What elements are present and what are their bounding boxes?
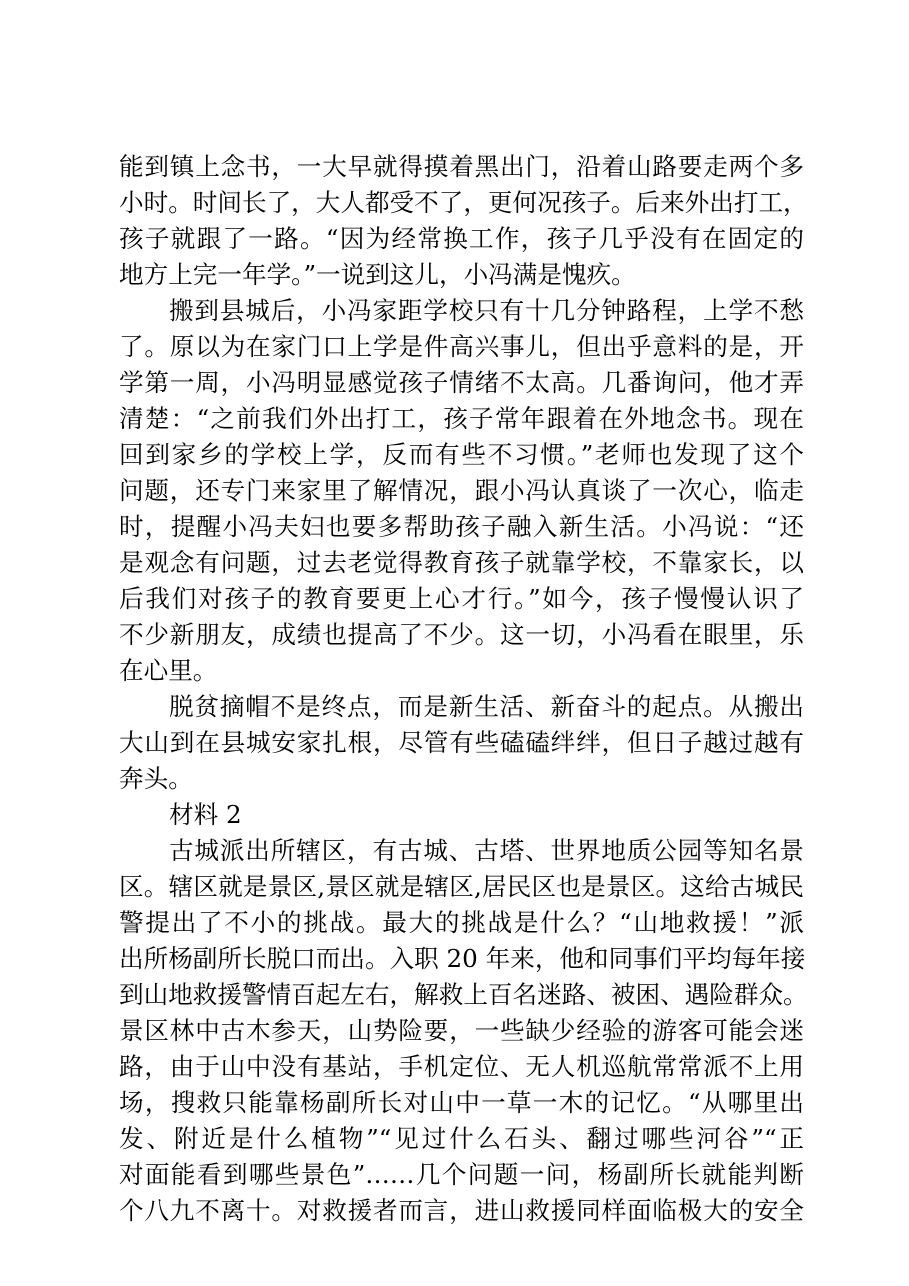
text-line: 回到家乡的学校上学，反而有些不习惯。”老师也发现了这个 <box>119 440 804 469</box>
text-line: 警提出了不小的挑战。最大的挑战是什么？“山地救援！”派 <box>119 908 804 937</box>
text-line: 路，由于山中没有基站，手机定位、无人机巡航常常派不上用 <box>119 1052 804 1081</box>
text-line: 区。辖区就是景区,景区就是辖区,居民区也是景区。这给古城民 <box>119 872 804 901</box>
text-line: 到山地救援警情百起左右，解救上百名迷路、被困、遇险群众。 <box>119 980 808 1009</box>
text-line: 景区林中古木参天，山势险要，一些缺少经验的游客可能会迷 <box>119 1016 804 1045</box>
text-line: 出所杨副所长脱口而出。入职 20 年来，他和同事们平均每年接 <box>119 944 806 973</box>
text-line: 不少新朋友，成绩也提高了不少。这一切，小冯看在眼里，乐 <box>119 620 804 649</box>
text-line: 个八九不离十。对救援者而言，进山救援同样面临极大的安全 <box>119 1196 804 1225</box>
text-line: 学第一周，小冯明显感觉孩子情绪不太高。几番询问，他才弄 <box>119 368 804 397</box>
text-line: 是观念有问题，过去老觉得教育孩子就靠学校，不靠家长，以 <box>119 548 804 577</box>
text-line: 大山到在县城安家扎根，尽管有些磕磕绊绊，但日子越过越有 <box>119 728 804 757</box>
section-heading: 材料 2 <box>169 800 242 829</box>
text-line: 地方上完一年学。”一说到这儿，小冯满是愧疚。 <box>119 260 636 289</box>
paragraph-first-line: 搬到县城后，小冯家距学校只有十几分钟路程，上学不愁 <box>169 296 804 325</box>
text-line: 清楚：“之前我们外出打工，孩子常年跟着在外地念书。现在 <box>119 404 804 433</box>
text-line: 对面能看到哪些景色”……几个问题一问，杨副所长就能判断 <box>119 1160 804 1189</box>
text-line: 后我们对孩子的教育要更上心才行。”如今，孩子慢慢认识了 <box>119 584 804 613</box>
text-line: 在心里。 <box>119 656 218 685</box>
text-line: 问题，还专门来家里了解情况，跟小冯认真谈了一次心，临走 <box>119 476 804 505</box>
text-line: 了。原以为在家门口上学是件高兴事儿，但出乎意料的是，开 <box>119 332 804 361</box>
text-line: 场，搜救只能靠杨副所长对山中一草一木的记忆。“从哪里出 <box>119 1088 804 1117</box>
paragraph-first-line: 古城派出所辖区，有古城、古塔、世界地质公园等知名景 <box>169 836 804 865</box>
text-line: 小时。时间长了，大人都受不了，更何况孩子。后来外出打工， <box>119 188 808 217</box>
paragraph-first-line: 脱贫摘帽不是终点，而是新生活、新奋斗的起点。从搬出 <box>169 692 804 721</box>
text-line: 时，提醒小冯夫妇也要多帮助孩子融入新生活。小冯说：“还 <box>119 512 804 541</box>
text-line: 孩子就跟了一路。“因为经常换工作，孩子几乎没有在固定的 <box>119 224 804 253</box>
text-line: 发、附近是什么植物”“见过什么石头、翻过哪些河谷”“正 <box>119 1124 804 1153</box>
text-line: 奔头。 <box>119 764 193 793</box>
text-line: 能到镇上念书，一大早就得摸着黑出门，沿着山路要走两个多 <box>119 152 804 181</box>
